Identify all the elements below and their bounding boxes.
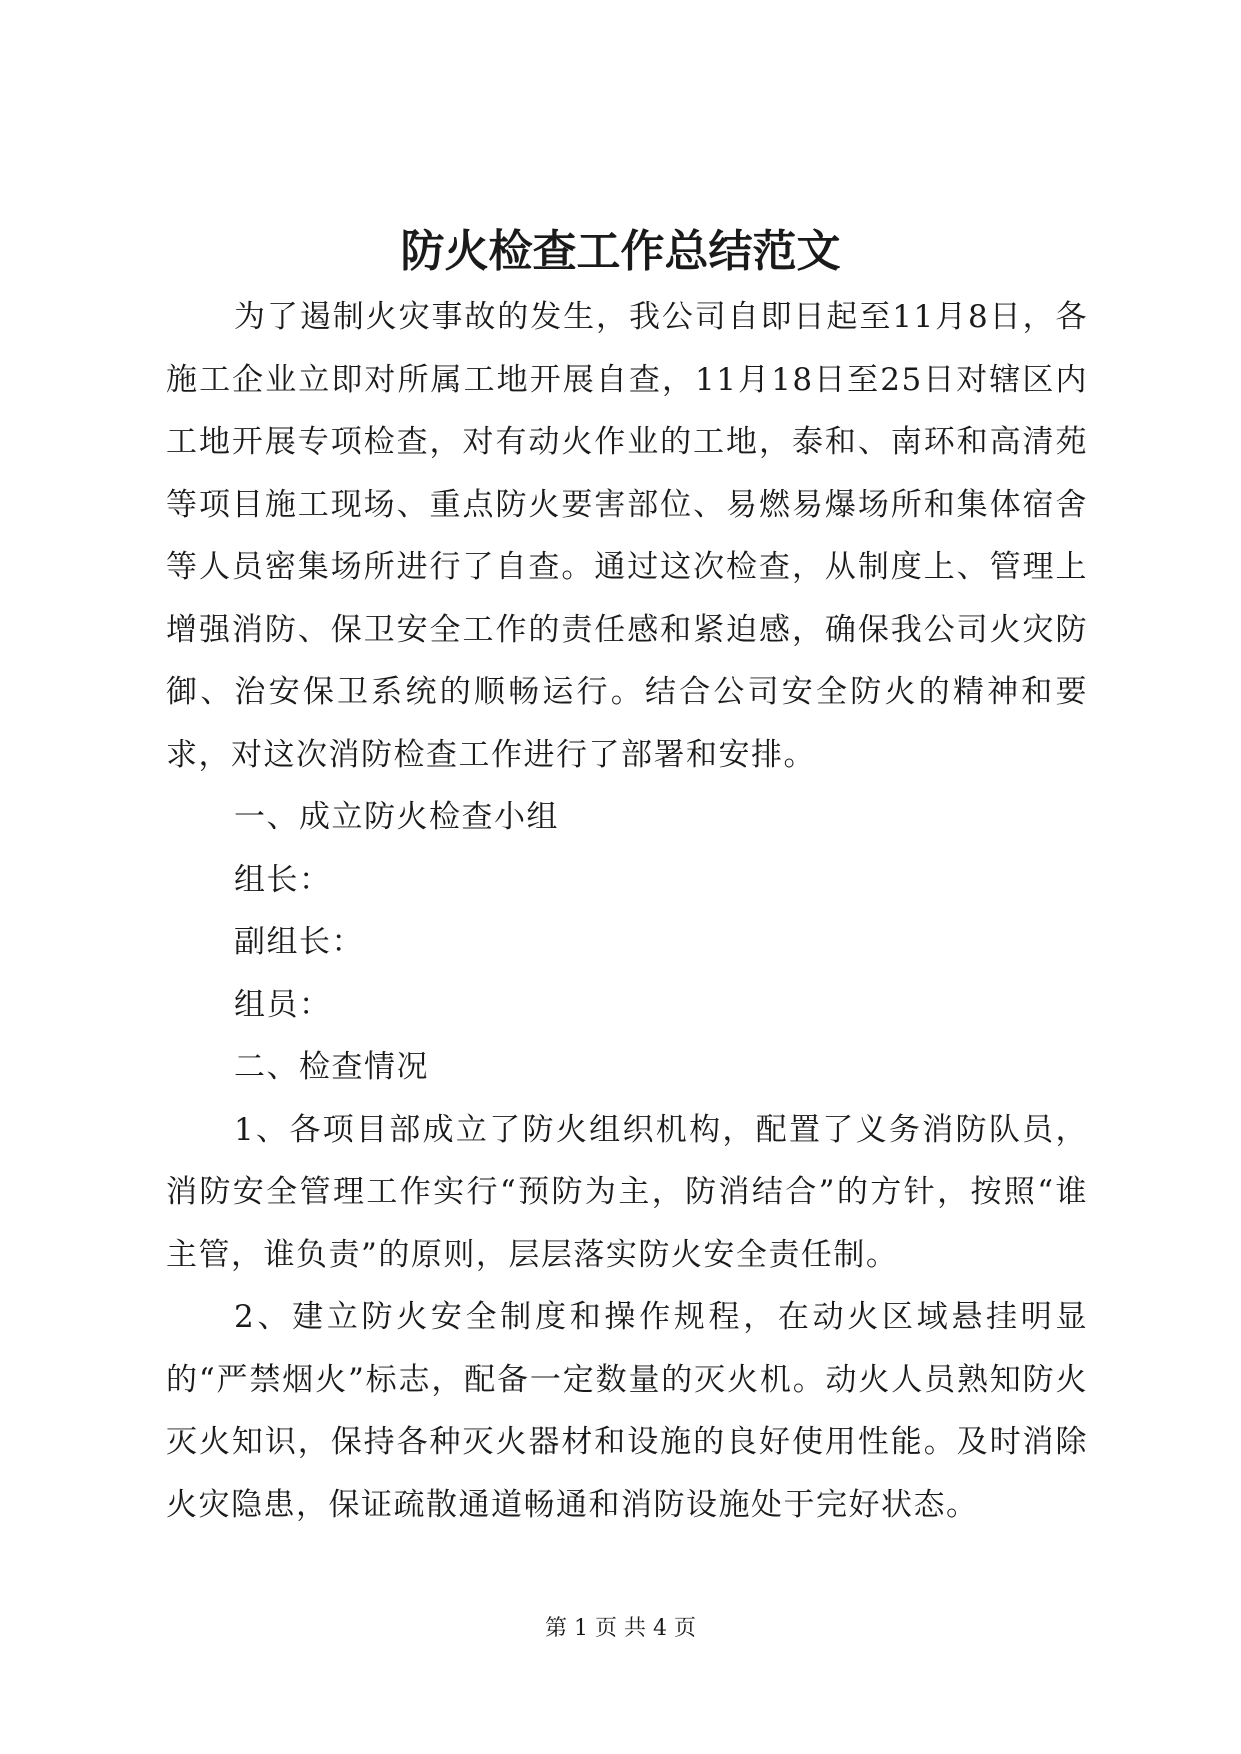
section-heading-1: 一、成立防火检查小组 bbox=[234, 799, 559, 835]
section-heading-2: 二、检查情况 bbox=[234, 1049, 429, 1085]
deputy-leader-line: 副组长： bbox=[234, 924, 364, 960]
document-title: 防火检查工作总结范文 bbox=[400, 226, 841, 277]
page-number: 第 1 页 共 4 页 bbox=[545, 1616, 696, 1641]
group-leader-line: 组长： bbox=[234, 861, 332, 898]
finding-paragraph-2: 2、建立防火安全制度和操作规程，在动火区域悬挂明显的“严禁烟火”标志，配备一定数量的灭火机。动火人员熟知防火灭火知识，保持各种灭火器材和设施的良好使用性能。及时消除火灾隐患，保证疏散通道畅通和消防设施处于完好状态。 bbox=[166, 1299, 1088, 1523]
group-members-line: 组员： bbox=[234, 986, 332, 1023]
intro-paragraph: 为了遏制火灾事故的发生，我公司自即日起至11月8日，各施工企业立即对所属工地开展自查，11月18日至25日对辖区内工地开展专项检查，对有动火作业的工地，泰和、南环和高清苑等项目施工现场、重点防火要害部位、易燃易爆场所和集体宿舍等人员密集场所进行了自查。通过这次检查，从制度上、管理上增强消防、保卫安全工作的责任感和紧迫感，确保我公司火灾防御、治安保卫系统的顺畅运行。结合公司安全防火的精神和要求，对这次消防检查工作进行了部署和安排。 bbox=[166, 299, 1088, 773]
document-body bbox=[166, 286, 1088, 1536]
finding-paragraph-1: 1、各项目部成立了防火组织机构，配置了义务消防队员，消防安全管理工作实行“预防为主，防消结合”的方针，按照“谁主管，谁负责”的原则，层层落实防火安全责任制。 bbox=[166, 1111, 1088, 1273]
